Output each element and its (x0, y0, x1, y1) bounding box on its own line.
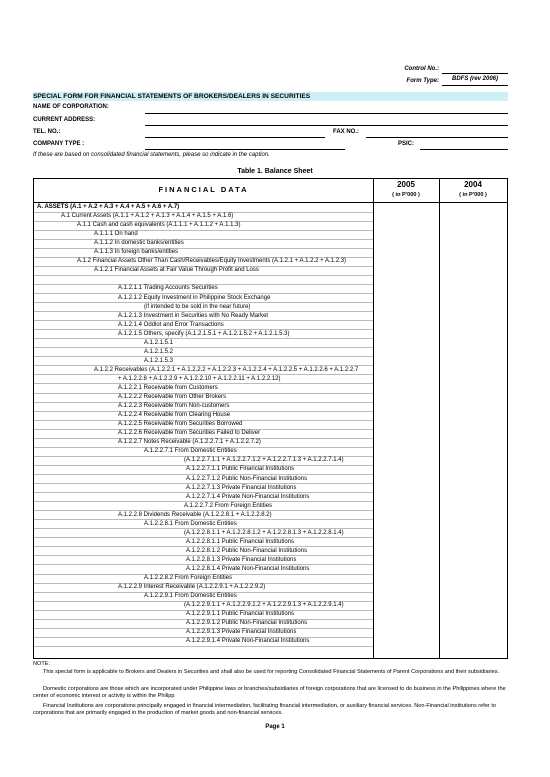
value-cell-2005[interactable] (374, 610, 439, 618)
value-cell-2004[interactable] (440, 538, 505, 546)
tel-no-label: TEL. NO.: (33, 129, 61, 135)
value-cell-2005[interactable] (374, 438, 439, 446)
value-cell-2004[interactable] (440, 465, 505, 473)
table-row-label: A.1.1.3 In foreign banks/entities (94, 249, 179, 256)
value-cell-2004[interactable] (440, 628, 505, 636)
table-row-label: (A.1.2.2.7.1.1 + A.1.2.2.7.1.2 + A.1.2.2.7.1.3 + A.1.2.2.7.1.4) (184, 457, 344, 464)
value-cell-2004[interactable] (440, 284, 505, 292)
value-cell-2005[interactable] (374, 484, 439, 492)
tel-no-field[interactable] (145, 137, 325, 138)
value-cell-2005[interactable] (374, 266, 439, 274)
value-cell-2005[interactable] (374, 511, 439, 519)
value-cell-2005[interactable] (374, 529, 439, 537)
value-cell-2004[interactable] (440, 583, 505, 591)
value-cell-2004[interactable] (440, 592, 505, 600)
value-cell-2004[interactable] (440, 312, 505, 320)
value-cell-2004[interactable] (440, 321, 505, 329)
value-cell-2004[interactable] (440, 266, 505, 274)
value-cell-2005[interactable] (374, 601, 439, 609)
value-cell-2004[interactable] (440, 610, 505, 618)
value-cell-2004[interactable] (440, 556, 505, 564)
value-cell-2005[interactable] (374, 619, 439, 627)
value-cell-2005[interactable] (374, 221, 439, 229)
value-cell-2005[interactable] (374, 520, 439, 528)
table-row-label: A.1.2.2.8.1.3 Private Financial Institutions (186, 556, 297, 563)
table-title: Table 1. Balance Sheet (237, 168, 313, 175)
company-type-field[interactable] (145, 149, 345, 150)
table-row-label: A.1.2.2.3 Receivable from Non-customers (118, 403, 230, 410)
table-row-label: A.1.2.1.5.1 (144, 339, 174, 346)
table-row-label: A.1.2.2.6 Receivable from Securities Failed to Deliver (118, 430, 261, 437)
value-cell-2005[interactable] (374, 493, 439, 501)
value-cell-2004[interactable] (440, 402, 505, 410)
row-divider (34, 347, 373, 348)
value-cell-2005[interactable] (374, 393, 439, 401)
year-2004-header: 2004 (464, 180, 482, 189)
value-cell-2004[interactable] (440, 420, 505, 428)
value-cell-2005[interactable] (374, 230, 439, 238)
value-cell-2005[interactable] (374, 384, 439, 392)
value-cell-2005[interactable] (374, 330, 439, 338)
year-2005-header: 2005 (397, 180, 415, 189)
value-cell-2004[interactable] (440, 384, 505, 392)
table-row-label: (A.1.2.2.9.1.1 + A.1.2.2.9.1.2 + A.1.2.2.9.1.3 + A.1.2.2.9.1.4) (184, 602, 344, 609)
value-cell-2004[interactable] (440, 357, 505, 365)
value-cell-2005[interactable] (374, 366, 439, 374)
current-address-label: CURRENT ADDRESS: (33, 117, 96, 123)
table-row-label: A.1.2.2.7.1 From Domestic Entities (144, 448, 237, 455)
table-row-label: A.1.2.2.8 Dividends Receivable (A.1.2.2.8.1 + A.1.2.2.8.2) (118, 511, 272, 518)
table-row-label: A.1.2 Financial Assets Other Than Cash/Receivables/Equity Investments (A.1.2.1 + A.1.2.2 + A.1.2.3) (77, 258, 347, 265)
value-cell-2004[interactable] (440, 447, 505, 455)
table-row-label: A.1.2.1.4 Oddlot and Error Transactions (118, 321, 224, 328)
value-cell-2005[interactable] (374, 556, 439, 564)
value-cell-2005[interactable] (374, 375, 439, 383)
table-row-label: A.1.2.2.8.1 From Domestic Entities (144, 520, 237, 527)
value-cell-2004[interactable] (440, 203, 505, 211)
value-cell-2005[interactable] (374, 284, 439, 292)
table-row-label: A.1.2.1.3 Investment in Securities with No Ready Market (118, 312, 269, 319)
table-row-label: A.1.2.2.7.1.3 Private Financial Institutions (186, 484, 297, 491)
note-paragraph-2: Domestic corporations are those which are incorporated under Philippine laws or branches/subsidiaries of foreign corporations that are licensed to do business in the Philippines where the center of economic interest or activity is within the Philipp (33, 686, 506, 699)
company-type-label: COMPANY TYPE : (33, 141, 85, 147)
value-cell-2005[interactable] (374, 502, 439, 510)
page-number: Page 1 (265, 724, 285, 730)
current-address-field[interactable] (145, 125, 508, 126)
table-row-label: A.1.2.2.8.2 From Foreign Entities (144, 575, 233, 582)
form-banner: SPECIAL FORM FOR FINANCIAL STATEMENTS OF BROKERS/DEALERS IN SECURITIES (33, 92, 508, 101)
value-cell-2004[interactable] (440, 275, 505, 283)
fax-no-field[interactable] (366, 137, 508, 138)
value-cell-2004[interactable] (440, 375, 505, 383)
value-cell-2005[interactable] (374, 348, 439, 356)
value-cell-2004[interactable] (440, 502, 505, 510)
table-row-label: A.1.2.2.9.1 From Domestic Entities (144, 593, 237, 600)
value-cell-2005[interactable] (374, 447, 439, 455)
value-cell-2005[interactable] (374, 257, 439, 265)
value-cell-2005[interactable] (374, 303, 439, 311)
value-cell-2005[interactable] (374, 583, 439, 591)
table-row-label: A.1.2.1.2 Equity Investment in Philippine Stock Exchange (118, 294, 271, 301)
corporation-name-label: NAME OF CORPORATION: (33, 104, 109, 110)
value-cell-2005[interactable] (374, 212, 439, 220)
value-cell-2005[interactable] (374, 248, 439, 256)
value-cell-2004[interactable] (440, 574, 505, 582)
value-cell-2005[interactable] (374, 321, 439, 329)
value-cell-2004[interactable] (440, 248, 505, 256)
value-cell-2005[interactable] (374, 465, 439, 473)
value-cell-2004[interactable] (440, 294, 505, 302)
value-cell-2004[interactable] (440, 493, 505, 501)
table-row-label: A.1.2.2.1 Receivable from Customers (118, 385, 218, 391)
value-cell-2004[interactable] (440, 221, 505, 229)
table-row-label: A.1.2.1.5.3 (144, 357, 174, 364)
value-cell-2005[interactable] (374, 538, 439, 546)
value-cell-2005[interactable] (374, 203, 439, 211)
financial-data-header: FINANCIAL DATA (158, 185, 249, 194)
table-row-label: (if intended to be sold in the near future) (144, 303, 251, 310)
table-row-label: A.1.2.2.9.1.1 Public Financial Institutions (186, 611, 295, 618)
value-cell-2005[interactable] (374, 294, 439, 302)
value-cell-2005[interactable] (374, 592, 439, 600)
consolidated-note: If these are based on consolidated financial statements, please so indicate in the caption. (33, 152, 270, 158)
value-cell-2005[interactable] (374, 402, 439, 410)
value-cell-2005[interactable] (374, 420, 439, 428)
value-cell-2004[interactable] (440, 366, 505, 374)
value-cell-2005[interactable] (374, 239, 439, 247)
value-cell-2005[interactable] (374, 475, 439, 483)
value-cell-2005[interactable] (374, 275, 439, 283)
form-type-value: BDFS (rev 2006) (442, 76, 508, 86)
value-cell-2005[interactable] (374, 411, 439, 419)
corporation-name-field[interactable] (145, 113, 508, 114)
row-divider (34, 356, 373, 357)
value-cell-2004[interactable] (440, 393, 505, 401)
value-cell-2004[interactable] (440, 339, 505, 347)
value-cell-2004[interactable] (440, 601, 505, 609)
unit-2005-header: ( in P'000 ) (392, 192, 420, 198)
table-row-label: A.1.2.2.9 Interest Receivable (A.1.2.2.9.1 + A.1.2.2.9.2) (118, 584, 266, 591)
row-divider (34, 230, 373, 231)
balance-sheet-table (33, 178, 508, 659)
control-no-field[interactable] (442, 64, 508, 74)
table-row-label: A. ASSETS (A.1 + A.2 + A.3 + A.4 + A.5 + A.6 + A.7) (37, 204, 180, 210)
value-cell-2004[interactable] (440, 637, 505, 645)
unit-2004-header: ( in P'000 ) (459, 192, 487, 198)
table-row-label: + A.1.2.2.8 + A.1.2.2.9 + A.1.2.2.10 + A.1.2.2.11 + A.1.2.2.12) (118, 375, 281, 382)
value-cell-2004[interactable] (440, 520, 505, 528)
table-row-label: A.1.2.1.1 Trading Accounts Securities (118, 285, 218, 292)
value-cell-2005[interactable] (374, 339, 439, 347)
table-row-label: A.1.2.2.7.1.4 Private Non-Financial Institutions (186, 493, 310, 500)
table-row-label: A.1.2.1.5 Others, specify (A.1.2.1.5.1 + A.1.2.1.5.2 + A.1.2.1.5.3) (118, 330, 290, 337)
table-row-label: A.1.2.2 Receivables (A.1.2.2.1 + A.1.2.2.2 + A.1.2.2.3 + A.1.2.2.4 + A.1.2.2.5 + A.1.2.2.6 + A.1.2.2.7 (94, 366, 359, 373)
table-row-label: A.1.2.2.8.1.1 Public Financial Institutions (186, 538, 295, 545)
value-cell-2004[interactable] (440, 484, 505, 492)
value-cell-2004[interactable] (440, 411, 505, 419)
table-row-label: A.1.2.2.9.1.3 Private Financial Institutions (186, 629, 297, 636)
row-divider (34, 239, 373, 240)
row-divider (34, 248, 373, 249)
table-row-label: A.1.2.2.9.1.4 Private Non-Financial Institutions (186, 638, 310, 645)
value-cell-2004[interactable] (440, 230, 505, 238)
table-row-label: A.1.2.2.5 Receivable from Securities Borrowed (118, 421, 243, 428)
value-cell-2004[interactable] (440, 348, 505, 356)
table-row-label: A.1.2.1.5.2 (144, 348, 174, 355)
fax-no-label: FAX NO.: (333, 129, 360, 135)
table-row-label: A.1.1 Cash and cash equivalents (A.1.1.1 + A.1.1.2 + A.1.1.3) (77, 222, 241, 229)
value-cell-2004[interactable] (440, 619, 505, 627)
control-no-label: Control No.: (404, 66, 439, 72)
note-paragraph-1: This special form is applicable to Brokers and Dealers in Securities and shall also be used for reporting Consolidated Financial Statements of Parent Corporations and their subsidiaries. (43, 669, 500, 675)
value-cell-2004[interactable] (440, 239, 505, 247)
psic-field[interactable] (420, 149, 508, 150)
value-cell-2004[interactable] (440, 456, 505, 464)
table-row-label: A.1.2.2.7 Notes Receivable (A.1.2.2.7.1 + A.1.2.2.7.2) (118, 439, 261, 446)
value-cell-2005[interactable] (374, 565, 439, 573)
row-divider (34, 646, 373, 647)
table-row-label: A.1.1.2 In domestic banks/entities (94, 240, 184, 247)
note-label: NOTE: (33, 661, 51, 667)
value-cell-2005[interactable] (374, 628, 439, 636)
table-row-label: A.1.2.2.9.1.2 Public Non-Financial Institutions (186, 620, 308, 627)
value-cell-2004[interactable] (440, 511, 505, 519)
value-cell-2004[interactable] (440, 565, 505, 573)
form-type-label: Form Type: (406, 78, 439, 84)
psic-label: PSIC: (398, 141, 415, 147)
value-cell-2004[interactable] (440, 429, 505, 437)
value-cell-2005[interactable] (374, 574, 439, 582)
table-row-label: A.1.2.2.7.1.1 Public Financial Institutions (186, 466, 295, 473)
table-row-label: A.1.2.2.7.1.2 Public Non-Financial Institutions (186, 475, 308, 482)
value-cell-2004[interactable] (440, 547, 505, 555)
table-row-label: A.1.1.1 On hand (94, 231, 138, 238)
value-cell-2004[interactable] (440, 212, 505, 220)
table-row-label: (A.1.2.2.8.1.1 + A.1.2.2.8.1.2 + A.1.2.2.8.1.3 + A.1.2.2.8.1.4) (184, 529, 344, 536)
table-row-label: A.1.2.2.8.1.2 Public Non-Financial Institutions (186, 547, 308, 554)
table-row-label: A.1.2.2.2 Receivable from Other Brokers (118, 394, 227, 401)
value-cell-2004[interactable] (440, 529, 505, 537)
table-row-label: A.1.2.2.8.1.4 Private Non-Financial Institutions (186, 566, 310, 572)
value-cell-2004[interactable] (440, 303, 505, 311)
value-cell-2004[interactable] (440, 475, 505, 483)
value-cell-2004[interactable] (440, 257, 505, 265)
value-cell-2004[interactable] (440, 438, 505, 446)
value-cell-2005[interactable] (374, 637, 439, 645)
table-row-label: A.1 Current Assets (A.1.1 + A.1.2 + A.1.3 + A.1.4 + A.1.5 + A.1.6) (61, 213, 234, 220)
value-cell-2005[interactable] (374, 456, 439, 464)
value-cell-2005[interactable] (374, 312, 439, 320)
row-divider (34, 275, 373, 276)
value-cell-2005[interactable] (374, 429, 439, 437)
table-row-label: A.1.2.2.7.2 From Foreign Entities (184, 502, 273, 509)
row-divider (34, 338, 373, 339)
table-row-label: A.1.2.1 Financial Assets at Fair Value Through Profit and Loss (94, 267, 259, 274)
table-row-label: A.1.2.2.4 Receivable from Clearing House (118, 412, 231, 419)
value-cell-2004[interactable] (440, 330, 505, 338)
value-cell-2005[interactable] (374, 357, 439, 365)
note-paragraph-3: Financial Institutions are corporations principally engaged in financial intermediation, facilitating financial intermediation, or auxiliary financial services. Non-Financial institutions refer to corporations that are primarily engaged in the production of market goods and non-financial services. (33, 703, 497, 716)
value-cell-2005[interactable] (374, 547, 439, 555)
